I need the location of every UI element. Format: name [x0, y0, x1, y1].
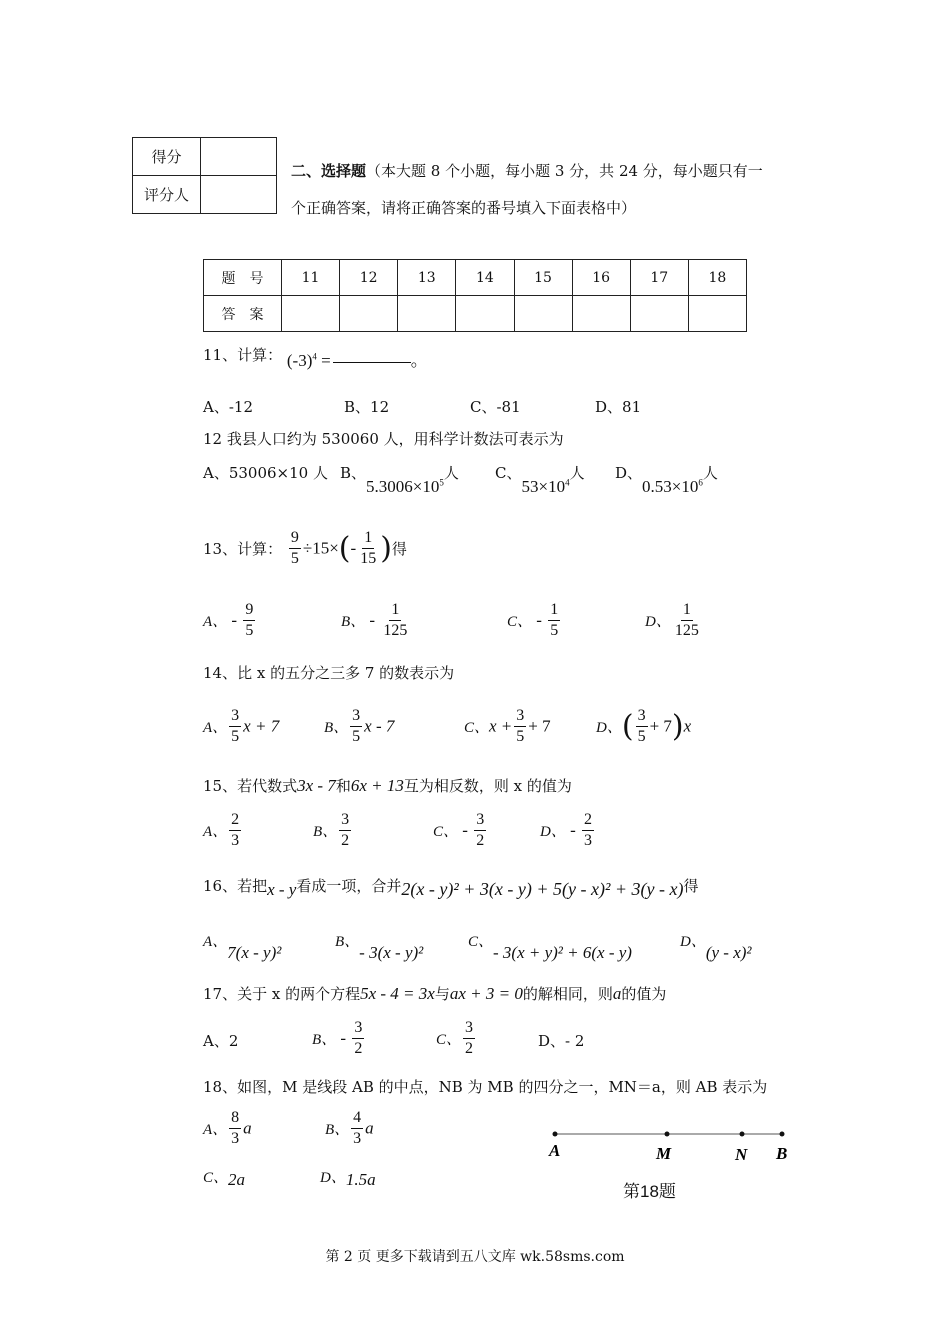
- q16-option-d: D、(y - x)²: [680, 934, 752, 962]
- section-desc-2: 个正确答案，请将正确答案的番号填入下面表格中）: [291, 199, 637, 217]
- q17-stem: 17、关于 x 的两个方程5x - 4 = 3x与ax + 3 = 0的解相同，则a的值为: [203, 984, 667, 1003]
- q12-option-d: D、$0.53\times 10^6$人: [615, 464, 718, 496]
- row-label-number: 题 号: [204, 260, 282, 296]
- q14-option-d: D、( $\frac{3}{5}$ + 7)x: [596, 707, 692, 745]
- table-cell: 16: [572, 260, 630, 296]
- grader-value: [201, 176, 277, 214]
- q17-option-d: D、- 2: [538, 1032, 585, 1050]
- q11-label: 11、计算：: [203, 346, 283, 364]
- score-value: [201, 138, 277, 176]
- answer-table: [203, 259, 747, 332]
- q11-expr: $(-3)^4$ = 。: [286, 351, 428, 370]
- q15-option-a: A、 $\frac{2}{3}$: [203, 811, 240, 849]
- label-b: B: [776, 1144, 788, 1163]
- q16-option-c: C、- 3(x + y)² + 6(x - y): [468, 934, 632, 962]
- q17-option-b: B、 - $\frac{3}{2}$: [312, 1019, 363, 1057]
- q12-option-a: A、53006×10 人: [203, 464, 328, 482]
- segment-figure: [540, 1122, 790, 1167]
- row-label-answer: 答 案: [204, 296, 282, 332]
- q12-option-c: C、$53\times 10^4$人: [495, 464, 585, 496]
- q12-option-b: B、$5.3006\times 10^5$人: [340, 464, 459, 496]
- q11-stem: [203, 340, 428, 370]
- section-desc-1: （本大题 8 个小题，每小题 3 分，共 24 分，每小题只有一: [366, 162, 763, 180]
- point-a: [553, 1132, 558, 1137]
- q13-option-c: C、 - $\frac{1}{5}$: [507, 601, 559, 639]
- q11-option-a: A、-12: [203, 398, 253, 416]
- answer-cell[interactable]: [456, 296, 514, 332]
- section-title: 二、选择题: [291, 162, 367, 180]
- answer-cell[interactable]: [688, 296, 746, 332]
- q15-option-d: D、 - $\frac{2}{3}$: [540, 811, 593, 849]
- grader-label: 评分人: [133, 176, 201, 214]
- score-label: 得分: [133, 138, 201, 176]
- point-b: [780, 1132, 785, 1137]
- table-cell: 13: [398, 260, 456, 296]
- page-footer: 第 2 页 更多下载请到五八文库 wk.58sms.com: [325, 1249, 625, 1265]
- answer-cell[interactable]: [514, 296, 572, 332]
- q15-option-c: C、 - $\frac{3}{2}$: [433, 811, 485, 849]
- q15-stem: 15、若代数式3x - 7和6x + 13互为相反数，则 x 的值为: [203, 776, 572, 795]
- table-cell: 14: [456, 260, 514, 296]
- point-n: [740, 1132, 745, 1137]
- table-cell: 12: [340, 260, 398, 296]
- answer-cell[interactable]: [630, 296, 688, 332]
- table-cell: 15: [514, 260, 572, 296]
- table-cell: 11: [282, 260, 340, 296]
- q14-stem: 14、比 x 的五分之三多 7 的数表示为: [203, 664, 455, 682]
- q18-option-d: D、1.5a: [320, 1170, 376, 1189]
- q16-option-a: A、7(x - y)²: [203, 934, 282, 962]
- answer-cell[interactable]: [282, 296, 340, 332]
- q13-stem: 13、计算： $\frac{9}{5}$ ÷15×(- $\frac{1}{15}$ )得: [203, 529, 407, 567]
- q15-option-b: B、 $\frac{3}{2}$: [313, 811, 350, 849]
- q16-option-b: B、- 3(x - y)²: [335, 934, 424, 962]
- table-cell: 18: [688, 260, 746, 296]
- q17-option-a: A、2: [203, 1032, 239, 1050]
- q14-option-c: C、x + $\frac{3}{5}$ + 7: [464, 707, 551, 745]
- label-m: M: [656, 1144, 672, 1163]
- table-cell: 17: [630, 260, 688, 296]
- figure-caption: 第18题: [623, 1182, 676, 1201]
- answer-cell[interactable]: [340, 296, 398, 332]
- q12-stem: 12 我县人口约为 530060 人，用科学计数法可表示为: [203, 430, 564, 448]
- q14-option-a: A、 $\frac{3}{5}$ x + 7: [203, 707, 280, 745]
- point-m: [665, 1132, 670, 1137]
- q13-option-a: A、 - $\frac{9}{5}$: [203, 601, 254, 639]
- q18-option-c: C、2a: [203, 1170, 246, 1189]
- q11-option-b: B、12: [344, 398, 390, 416]
- q18-option-a: A、 $\frac{8}{3}$ a: [203, 1109, 252, 1147]
- q16-stem: 16、若把x - y看成一项，合并2(x - y)² + 3(x - y) + 5(y - x)² + 3(y - x)得: [203, 877, 699, 899]
- answer-cell[interactable]: [398, 296, 456, 332]
- answer-cell[interactable]: [572, 296, 630, 332]
- q11-option-d: D、81: [595, 398, 642, 416]
- section-header: [291, 160, 763, 181]
- q17-option-c: C、 $\frac{3}{2}$: [436, 1019, 474, 1057]
- q18-stem: 18、如图，M 是线段 AB 的中点，NB 为 MB 的四分之一，MN＝a，则 AB 表示为: [203, 1078, 768, 1096]
- q14-option-b: B、 $\frac{3}{5}$ x - 7: [324, 707, 395, 745]
- label-a: A: [549, 1141, 561, 1160]
- score-box: [132, 137, 277, 214]
- q13-option-d: D、 $\frac{1}{125}$: [645, 601, 699, 639]
- q11-option-c: C、-81: [470, 398, 521, 416]
- q18-option-b: B、 $\frac{4}{3}$ a: [325, 1109, 374, 1147]
- label-n: N: [735, 1145, 748, 1164]
- q13-option-b: B、 - $\frac{1}{125}$: [341, 601, 408, 639]
